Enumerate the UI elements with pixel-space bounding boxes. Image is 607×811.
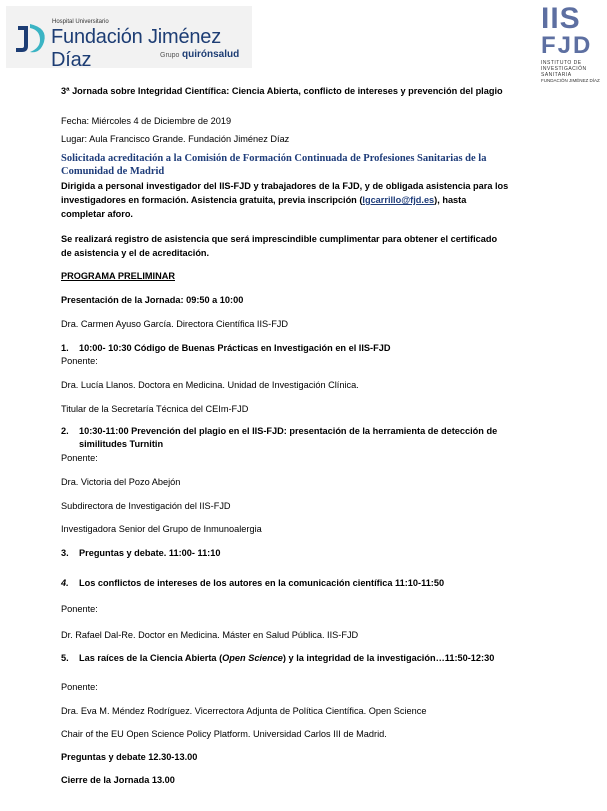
ponente-4-label: Ponente: xyxy=(61,604,98,614)
item-3 xyxy=(61,547,220,559)
item-2 xyxy=(61,425,497,437)
fecha: Fecha: Miércoles 4 de Diciembre de 2019 xyxy=(61,116,232,126)
fjd-logo-mark-icon xyxy=(14,20,48,56)
ponente-5-role: Chair of the EU Open Science Policy Platform. Universidad Carlos III de Madrid. xyxy=(61,729,387,739)
logo-sub-3: SANITARIA xyxy=(541,72,572,78)
logo-quiron: quirónsalud xyxy=(182,49,240,60)
cierre: Cierre de la Jornada 13.00 xyxy=(61,775,175,785)
programa-heading: PROGRAMA PRELIMINAR xyxy=(61,271,175,281)
item-5-num: 5. xyxy=(61,653,69,663)
item-5 xyxy=(61,652,494,664)
preguntas-final: Preguntas y debate 12.30-13.00 xyxy=(61,752,198,762)
item-1 xyxy=(61,342,390,354)
doc-title: 3ª Jornada sobre Integridad Científica: Ciencia Abierta, conflicto de intereses y prevención del plagio xyxy=(61,86,503,96)
acreditacion-line-2: Comunidad de Madrid xyxy=(61,166,165,177)
item-4 xyxy=(61,577,444,589)
item-5-text-b: ) y la integridad de la investigación…11:50-12:30 xyxy=(282,653,495,663)
item-3-num: 3. xyxy=(61,548,69,558)
ponente-2-role-2: Investigadora Senior del Grupo de Inmunoalergia xyxy=(61,524,262,534)
ponente-2-name: Dra. Victoria del Pozo Abejón xyxy=(61,477,181,487)
logo-sub-4: FUNDACIÓN JIMÉNEZ DÍAZ xyxy=(541,78,600,83)
dirigida-line-2 xyxy=(61,194,466,206)
item-5-emphasis: Open Science xyxy=(222,653,283,663)
ponente-2-role-1: Subdirectora de Investigación del IIS-FJD xyxy=(61,501,231,511)
ponente-5-name: Dra. Eva M. Méndez Rodríguez. Vicerrectora Adjunta de Política Científica. Open Science xyxy=(61,706,427,716)
acreditacion-line-1: Solicitada acreditación a la Comisión de Formación Continuada de Profesiones Sanitarias de la xyxy=(61,153,487,164)
ponente-1-role: Titular de la Secretaría Técnica del CEIm-FJD xyxy=(61,404,249,414)
presentadora: Dra. Carmen Ayuso García. Directora Científica IIS-FJD xyxy=(61,319,289,329)
ponente-1-name: Dra. Lucía Llanos. Doctora en Medicina. Unidad de Investigación Clínica. xyxy=(61,380,359,390)
dirigida-line-3: completar aforo. xyxy=(61,209,133,219)
ponente-4-name: Dr. Rafael Dal-Re. Doctor en Medicina. Máster en Salud Pública. IIS-FJD xyxy=(61,630,359,640)
ponente-5-label: Ponente: xyxy=(61,682,98,692)
item-4-num: 4. xyxy=(61,578,69,588)
ponente-1-label: Ponente: xyxy=(61,356,98,366)
logo-small-text: Hospital Universitario xyxy=(52,19,109,25)
item-2-text-1: 10:30-11:00 Prevención del plagio en el IIS-FJD: presentación de la herramienta de detección de xyxy=(79,426,498,436)
item-4-text: Los conflictos de intereses de los autores en la comunicación científica 11:10-11:50 xyxy=(79,578,445,588)
email-link[interactable]: lgcarrillo@fjd.es xyxy=(362,195,435,205)
dirigida-text-a: investigadores en formación. Asistencia gratuita, previa inscripción ( xyxy=(61,195,363,205)
item-1-text: 10:00- 10:30 Código de Buenas Prácticas en Investigación en el IIS-FJD xyxy=(79,343,391,353)
dirigida-line-1: Dirigida a personal investigador del IIS-FJD y trabajadores de la FJD, y de obligada asistencia para los xyxy=(61,181,509,191)
logo-name: Fundación Jiménez Díaz xyxy=(51,26,222,71)
item-2-num: 2. xyxy=(61,426,69,436)
fjd-logo xyxy=(6,6,252,71)
iis-logo-text: IIS xyxy=(541,2,581,35)
lugar: Lugar: Aula Francisco Grande. Fundación Jiménez Díaz xyxy=(61,134,290,144)
presentacion: Presentación de la Jornada: 09:50 a 10:00 xyxy=(61,295,244,305)
item-2-line-2: similitudes Turnitin xyxy=(79,439,164,449)
dirigida-text-b: ), hasta xyxy=(434,195,467,205)
item-1-num: 1. xyxy=(61,343,69,353)
logo-sub-1: INSTITUTO DE xyxy=(541,60,582,66)
ponente-2-label: Ponente: xyxy=(61,453,98,463)
item-3-text: Preguntas y debate. 11:00- 11:10 xyxy=(79,548,221,558)
logo-sub-2: INVESTIGACIÓN xyxy=(541,66,587,72)
fjd-logo-text: FJD xyxy=(541,32,593,59)
logo-grupo: Grupo xyxy=(160,52,180,59)
item-5-text-a: Las raíces de la Ciencia Abierta ( xyxy=(79,653,223,663)
registro-line-1: Se realizará registro de asistencia que será imprescindible cumplimentar para obtener el certificado xyxy=(61,234,498,244)
registro-line-2: de asistencia y el de acreditación. xyxy=(61,248,210,258)
iis-fjd-logo xyxy=(541,2,603,83)
